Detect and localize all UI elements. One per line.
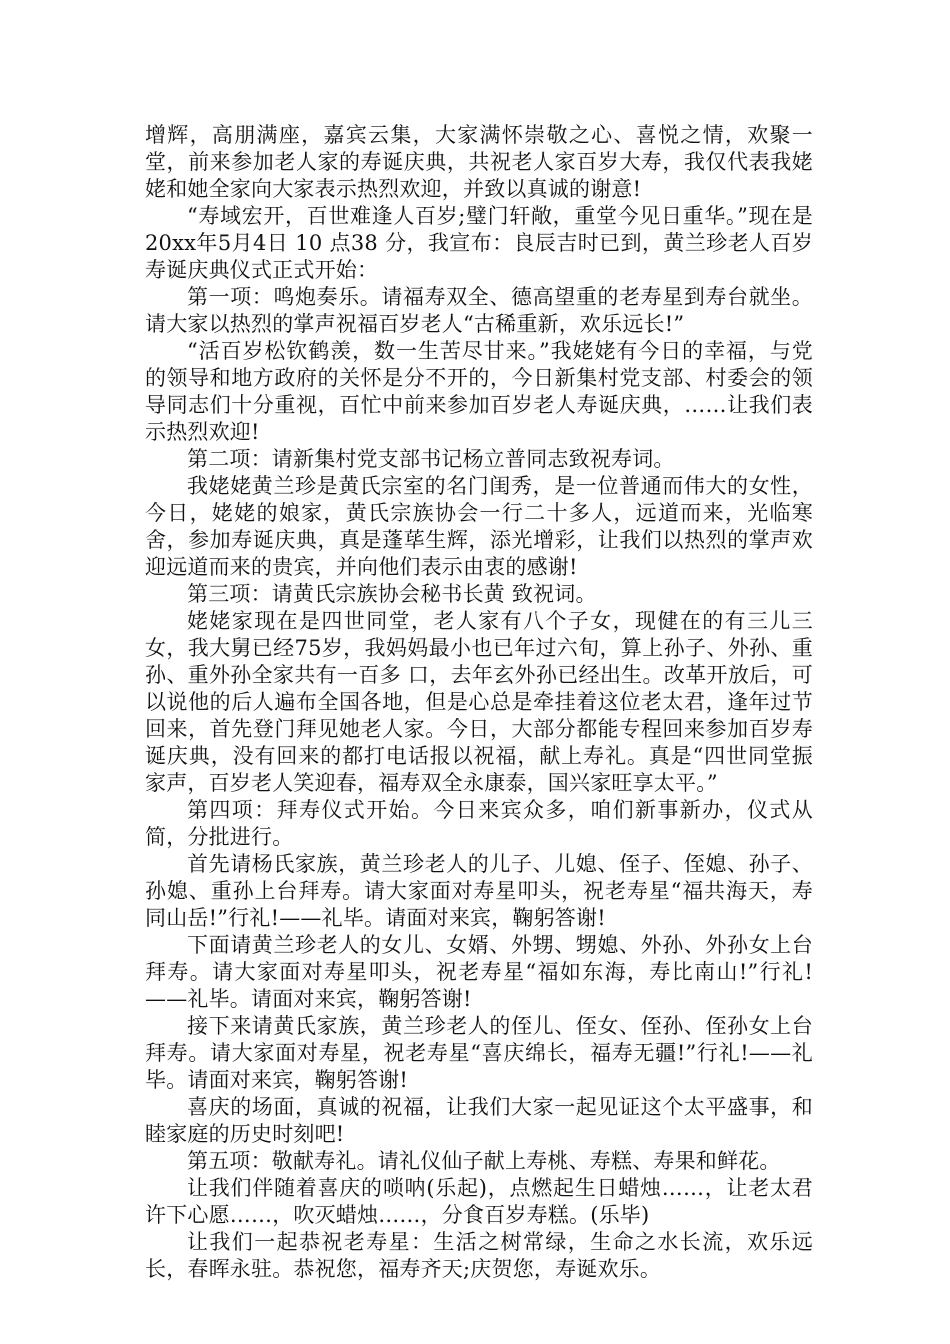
paragraph-8: 姥姥家现在是四世同堂，老人家有八个子女，现健在的有三儿三女，我大舅已经75岁，我妈妈最小也已年过六旬，算上孙子、外孙、重孙、重外孙全家共有一百多 口，去年玄外孙已经出生。改革开放后，可以说他的后人遍布全国各地，但是心总是牵挂着这位老太君，逢年过节回来，首先登门拜见她老人家。今日，大部分都能专程回来参加百岁寿诞庆典，没有回来的都打电话报以祝福，献上寿礼。真是“四世同堂振家声，百岁老人笑迎春，福寿双全永康泰，国兴家旺享太平。” (145, 609, 813, 795)
paragraph-2: “寿域宏开，百世难逢人百岁;璧门轩敞，重堂今见日重华。”现在是20xx年5月4日 10 点38 分，我宣布：良辰吉时已到，黄兰珍老人百岁寿诞庆典仪式正式开始： (145, 204, 813, 282)
paragraph-5: 第二项：请新集村党支部书记杨立普同志致祝寿词。 (187, 447, 675, 471)
paragraph-14: 第五项：敬献寿礼。请礼仪仙子献上寿桃、寿糕、寿果和鲜花。 (187, 1149, 781, 1173)
paragraph-13: 喜庆的场面，真诚的祝福，让我们大家一起见证这个太平盛事，和睦家庭的历史时刻吧! (145, 1095, 813, 1146)
paragraph-12: 接下来请黄氏家族，黄兰珍老人的侄儿、侄女、侄孙、侄孙女上台拜寿。请大家面对寿星，祝老寿星“喜庆绵长，福寿无疆!”行礼!——礼毕。请面对来宾，鞠躬答谢! (145, 1014, 813, 1092)
paragraph-10: 首先请杨氏家族，黄兰珍老人的儿子、儿媳、侄子、侄媳、孙子、孙媳、重孙上台拜寿。请大家面对寿星叩头，祝老寿星“福共海天，寿同山岳!”行礼!——礼毕。请面对来宾，鞠躬答谢! (145, 852, 813, 930)
paragraph-6: 我姥姥黄兰珍是黄氏宗室的名门闺秀，是一位普通而伟大的女性，今日，姥姥的娘家，黄氏宗族协会一行二十多人，远道而来，光临寒舍，参加寿诞庆典，真是蓬荜生辉，添光增彩，让我们以热烈的掌声欢迎远道而来的贵宾，并向他们表示由衷的感谢! (145, 474, 813, 579)
paragraph-1: 增辉，高朋满座，嘉宾云集，大家满怀崇敬之心、喜悦之情，欢聚一堂，前来参加老人家的寿诞庆典，共祝老人家百岁大寿，我仅代表我姥姥和她全家向大家表示热烈欢迎，并致以真诚的谢意! (145, 123, 813, 201)
paragraph-4: “活百岁松钦鹤羡，数一生苦尽甘来。”我姥姥有今日的幸福，与党的领导和地方政府的关怀是分不开的，今日新集村党支部、村委会的领导同志们十分重视，百忙中前来参加百岁老人寿诞庆典，……让我们表示热烈欢迎! (145, 339, 813, 444)
paragraph-11: 下面请黄兰珍老人的女儿、女婿、外甥、甥媳、外孙、外孙女上台拜寿。请大家面对寿星叩头，祝老寿星“福如东海，寿比南山!”行礼!——礼毕。请面对来宾，鞠躬答谢! (145, 933, 813, 1011)
document-page (145, 122, 813, 1283)
paragraph-7: 第三项：请黄氏宗族协会秘书长黄 致祝词。 (187, 582, 597, 606)
paragraph-9: 第四项：拜寿仪式开始。今日来宾众多，咱们新事新办，仪式从简，分批进行。 (145, 798, 813, 849)
paragraph-15: 让我们伴随着喜庆的唢呐(乐起)，点燃起生日蜡烛……，让老太君许下心愿……，吹灭蜡烛……，分食百岁寿糕。(乐毕) (145, 1176, 813, 1227)
paragraph-16: 让我们一起恭祝老寿星：生活之树常绿，生命之水长流，欢乐远长，春晖永驻。恭祝您，福寿齐天;庆贺您，寿诞欢乐。 (145, 1230, 813, 1281)
paragraph-3: 第一项：鸣炮奏乐。请福寿双全、德高望重的老寿星到寿台就坐。请大家以热烈的掌声祝福百岁老人“古稀重新，欢乐远长!” (145, 285, 813, 336)
